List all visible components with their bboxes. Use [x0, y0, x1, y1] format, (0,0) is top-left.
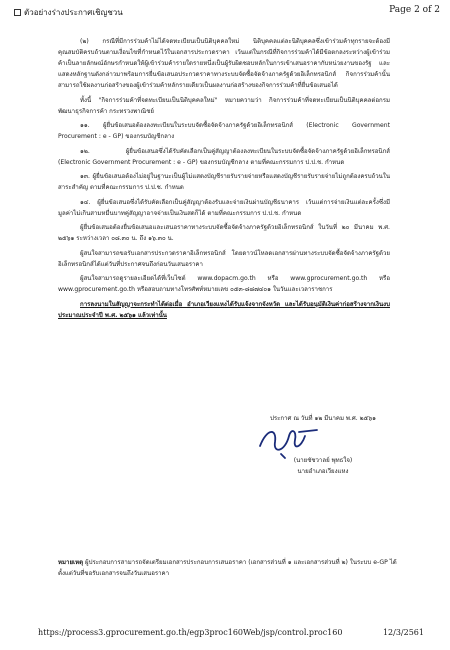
page-number: Page 2 of 2: [389, 5, 440, 15]
header-title-text: ตัวอย่างร่างประกาศเชิญชวน: [24, 8, 123, 17]
paragraph-item-13: ๑๓. ผู้ยื่นข้อเสนอต้องไม่อยู่ในฐานะเป็นผู้ไม่แสดงบัญชีรายรับรายจ่ายหรือแสดงบัญชีรายรับรายจ่ายไม่ถูกต้องครบถ้วนในสาระสำคัญ ตามที่คณะกรรมการ ป.ป.ช. กำหนด: [58, 173, 390, 191]
announcement-body: [58, 36, 390, 324]
paragraph-contract-condition: การลงนามในสัญญาจะกระทำได้ต่อเมื่อ อำเภอเวียงแหงได้รับแจ้งจากจังหวัด และได้รับอนุมัติเงินค่าก่อสร้างจากเงินงบประมาณประจำปี พ.ศ. ๒๕๖๑ แล้วเท่านั้น: [58, 300, 390, 319]
paragraph-jv-definition: ทั้งนี้ "กิจการร่วมค้าที่จดทะเบียนเป็นนิติบุคคลใหม่" หมายความว่า กิจการร่วมค้าที่จดทะเบียนเป็นนิติบุคคลต่อกรมพัฒนาธุรกิจการค้า กระทรวงพาณิชย์: [58, 96, 390, 115]
note-label: หมายเหตุ: [58, 559, 84, 566]
note-block: [58, 557, 398, 579]
paragraph-contact-info: ผู้สนใจสามารถดูรายละเอียดได้ที่เว็บไซต์ www.dopacm.go.th หรือ www.gprocurement.go.th หรือ www.gprocurement.go.th หรือสอบถามทางโทรศัพท์หมายเลข ๐๕๓-๘๘๗๔๐๑ ในวันและเวลาราชการ: [58, 275, 390, 293]
paragraph-submission-date: ผู้ยื่นข้อเสนอต้องยื่นข้อเสนอและเสนอราคาทางระบบจัดซื้อจัดจ้างภาครัฐด้วยอิเล็กทรอนิกส์ ในวันที่ ๒๐ มีนาคม พ.ศ. ๒๕๖๑ ระหว่างเวลา ๐๘.๓๐ น. ถึง ๑๖.๓๐ น.: [58, 224, 390, 242]
header-title: [14, 6, 123, 19]
paragraph-item-11: ๑๑. ผู้ยื่นข้อเสนอต้องลงทะเบียนในระบบจัดซื้อจัดจ้างภาครัฐด้วยอิเล็กทรอนิกส์ (Electronic Government Procurement : e - GP) ของกรมบัญชีกลาง: [58, 122, 390, 140]
handwritten-signature-icon: [255, 424, 325, 460]
signer-name: (นายชัชวาลย์ พุทธใจ): [293, 457, 353, 464]
paragraph-jv-unregistered: (๒) กรณีที่มีการร่วมค้าไม่ได้จดทะเบียนเป็นนิติบุคคลใหม่ นิติบุคคลแต่ละนิติบุคคลซึ่งเข้าร่วมค้าทุกรายจะต้องมีคุณสมบัติครบถ้วนตามเงื่อนไขที่กำหนดไว้ในเอกสารประกวดราคา เว้นแต่ในกรณีที่กิจการร่วมค้าได้มีข้อตกลงระหว่างผู้เข้าร่วมค้าเป็นลายลักษณ์อักษรกำหนดให้ผู้เข้าร่วมค้ารายใดรายหนึ่งเป็นผู้รับผิดชอบหลักในการเข้าเสนอราคากับหน่วยงานของรัฐ และแสดงหลักฐานดังกล่าวมาพร้อมการยื่นข้อเสนอประกวดราคาทางระบบจัดซื้อจัดจ้างภาครัฐด้วยอิเล็กทรอนิกส์ กิจการร่วมค้านั้นสามารถใช้ผลงานก่อสร้างของผู้เข้าร่วมค้าหลักรายเดียวเป็นผลงานก่อสร้างของกิจการร่วมค้าที่ยื่นข้อเสนอได้: [58, 38, 390, 89]
announce-date: ประกาศ ณ วันที่ ๑๒ มีนาคม พ.ศ. ๒๕๖๑: [270, 415, 376, 422]
signer-position: นายอำเภอเวียงแหง: [297, 468, 349, 475]
paragraph-item-14: ๑๔. ผู้ยื่นข้อเสนอซึ่งได้รับคัดเลือกเป็นคู่สัญญาต้องรับและจ่ายเงินผ่านบัญชีธนาคาร เว้นแต่การจ่ายเงินแต่ละครั้งซึ่งมีมูลค่าไม่เกินสามหมื่นบาทคู่สัญญาอาจจ่ายเป็นเงินสดก็ได้ ตามที่คณะกรรมการ ป.ป.ช. กำหนด: [58, 198, 390, 217]
footer-url-link[interactable]: https://process3.gprocurement.go.th/egp3proc160Web/jsp/control.proc160: [38, 628, 343, 637]
document-icon: [14, 9, 21, 16]
paragraph-item-12: ๑๒. ผู้ยื่นข้อเสนอซึ่งได้รับคัดเลือกเป็นคู่สัญญาต้องลงทะเบียนในระบบจัดซื้อจัดจ้างภาครัฐด้วยอิเล็กทรอนิกส์ (Electronic Government Procurement : e - GP) ของกรมบัญชีกลาง ตามที่คณะกรรมการ ป.ป.ช. กำหนด: [58, 147, 390, 166]
paragraph-document-download: ผู้สนใจสามารถขอรับเอกสารประกวดราคาอิเล็กทรอนิกส์ โดยดาวน์โหลดเอกสารผ่านทางระบบจัดซื้อจัดจ้างภาครัฐด้วยอิเล็กทรอนิกส์ได้แต่วันที่ประกาศจนถึงก่อนวันเสนอราคา: [58, 249, 390, 268]
footer-date: 12/3/2561: [382, 628, 424, 637]
note-text: ผู้ประกอบการสามารถจัดเตรียมเอกสารประกอบการเสนอราคา (เอกสารส่วนที่ ๑ และเอกสารส่วนที่ ๒) ในระบบ e-GP ได้ตั้งแต่วันที่ขอรับเอกสารจนถึงวันเสนอราคา: [58, 559, 397, 577]
